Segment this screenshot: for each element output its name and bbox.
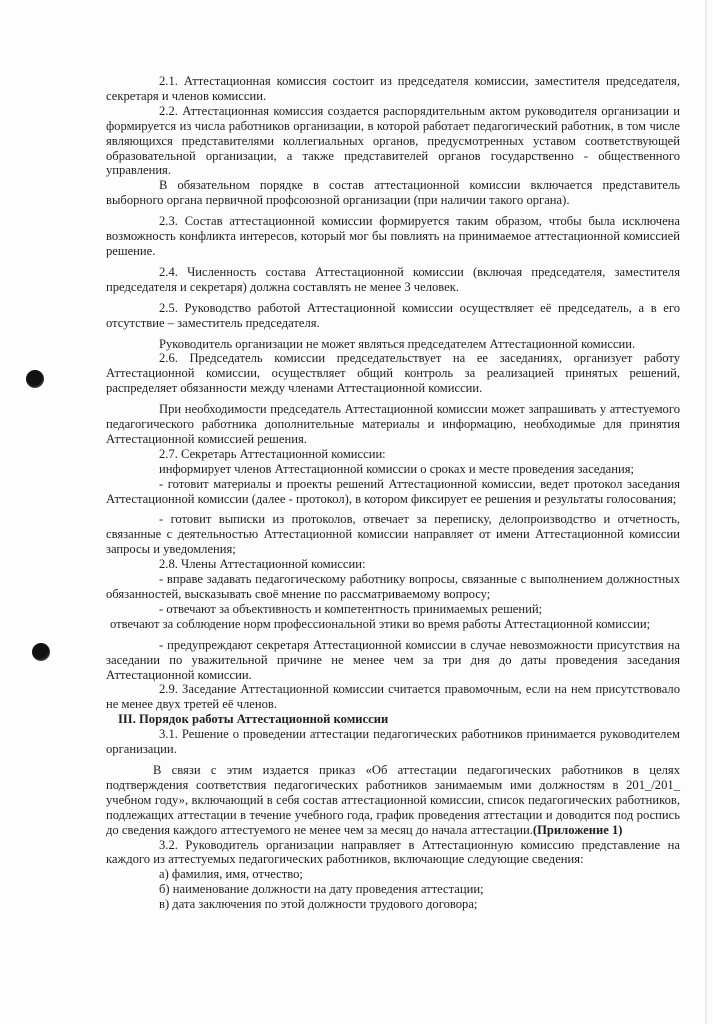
paragraph-2-6: 2.6. Председатель комиссии председательствует на ее заседаниях, организует работу Аттестационной комиссии, осуществляет общий контроль за реализацией принятых решений, распределяет обязанности между членами Аттестационной комиссии. (106, 351, 680, 396)
paragraph-3-2-item-c: в) дата заключения по этой должности трудового договора; (159, 897, 478, 912)
paragraph-3-1-order-text: В связи с этим издается приказ «Об аттестации педагогических работников в целях подтверждения соответствия педагогических работников занимаемым ими должностям в 201_/201_ учебном году», включающий в себя состав аттестационной комиссии, список педагогических работников, подлежащих аттестации в течение учебного года, график проведения аттестации и доводится под роспись до сведения каждого аттестуемого не менее чем за месяц до начала аттестации. (106, 762, 680, 837)
paragraph-2-8-item-b: - отвечают за объективность и компетентность принимаемых решений; (159, 601, 543, 616)
punch-hole-icon (26, 370, 44, 388)
paragraph-2-2: 2.2. Аттестационная комиссия создается распорядительным актом руководителя организации и формируется из числа работников организации, в которой работает педагогический работник, в том числе являющихся представителями коллегиальных органов, предусмотренных уставом соответствующей образовательной организации, а также представителей органов государственно - общественного управления. (106, 103, 680, 178)
punch-hole-icon (32, 643, 50, 661)
paragraph-2-4: 2.4. Численность состава Аттестационной комиссии (включая председателя, заместителя председателя и секретаря) должна составлять не менее 3 человек. (106, 264, 680, 294)
paragraph-2-7-item-b: - готовит материалы и проекты решений Аттестационной комиссии, ведет протокол заседания Аттестационной комиссии (далее - протокол), в котором фиксирует ее решения и результаты голосования; (106, 476, 680, 506)
paragraph-2-2-union: В обязательном порядке в состав аттестационной комиссии включается представитель выборного органа первичной профсоюзной организации (при наличии такого органа). (106, 178, 680, 208)
paragraph-2-5: 2.5. Руководство работой Аттестационной комиссии осуществляет её председатель, а в его отсутствие – заместитель председателя. (106, 300, 680, 330)
paragraph-2-9: 2.9. Заседание Аттестационной комиссии считается правомочным, если на нем присутствовало не менее двух третей её членов. (106, 682, 680, 712)
paragraph-2-7-item-a: информирует членов Аттестационной комиссии о сроках и месте проведения заседания; (159, 461, 635, 476)
paragraph-2-3: 2.3. Состав аттестационной комиссии формируется таким образом, чтобы была исключена возможность конфликта интересов, который мог бы повлиять на принимаемое аттестационной комиссией решение. (106, 214, 680, 258)
paragraph-2-8: 2.8. Члены Аттестационной комиссии: (159, 557, 366, 572)
paragraph-3-2: 3.2. Руководитель организации направляет в Аттестационную комиссию представление на каждого из аттестуемых педагогических работников, включающие следующие сведения: (106, 837, 680, 867)
appendix-reference: (Приложение 1) (532, 822, 623, 837)
paragraph-3-1-order (106, 763, 680, 838)
section-heading-3: III. Порядок работы Аттестационной комиссии (118, 712, 389, 727)
page-edge (705, 0, 707, 1024)
paragraph-2-8-item-d: - предупреждают секретаря Аттестационной комиссии в случае невозможности присутствия на заседании по уважительной причине не менее чем за три дня до даты проведения заседания Аттестационной комиссии. (106, 637, 680, 682)
paragraph-3-1: 3.1. Решение о проведении аттестации педагогических работников принимается руководителем организации. (106, 727, 680, 757)
paragraph-2-8-item-a: - вправе задавать педагогическому работнику вопросы, связанные с выполнением должностных обязанностей, высказывать своё мнение по рассматриваемому вопросу; (106, 572, 680, 601)
paragraph-2-7: 2.7. Секретарь Аттестационной комиссии: (159, 446, 386, 461)
paragraph-2-7-item-c: - готовит выписки из протоколов, отвечает за переписку, делопроизводство и отчетность, связанные с деятельностью Аттестационной комиссии направляет от имени Аттестационной комиссии запросы и уведомления; (106, 512, 680, 557)
paragraph-2-5-restriction: Руководитель организации не может являться председателем Аттестационной комиссии. (159, 336, 636, 351)
document-body (106, 74, 680, 912)
paragraph-2-6-request: При необходимости председатель Аттестационной комиссии может запрашивать у аттестуемого педагогического работника дополнительные материалы и информацию, необходимые для принятия Аттестационной комиссией решения. (106, 402, 680, 446)
paragraph-2-8-item-c: отвечают за соблюдение норм профессиональной этики во время работы Аттестационной комиссии; (110, 616, 651, 631)
paragraph-3-2-item-b: б) наименование должности на дату проведения аттестации; (159, 882, 484, 897)
paragraph-3-2-item-a: а) фамилия, имя, отчество; (159, 867, 303, 882)
paragraph-2-1: 2.1. Аттестационная комиссия состоит из председателя комиссии, заместителя председателя, секретаря и членов комиссии. (106, 74, 680, 103)
